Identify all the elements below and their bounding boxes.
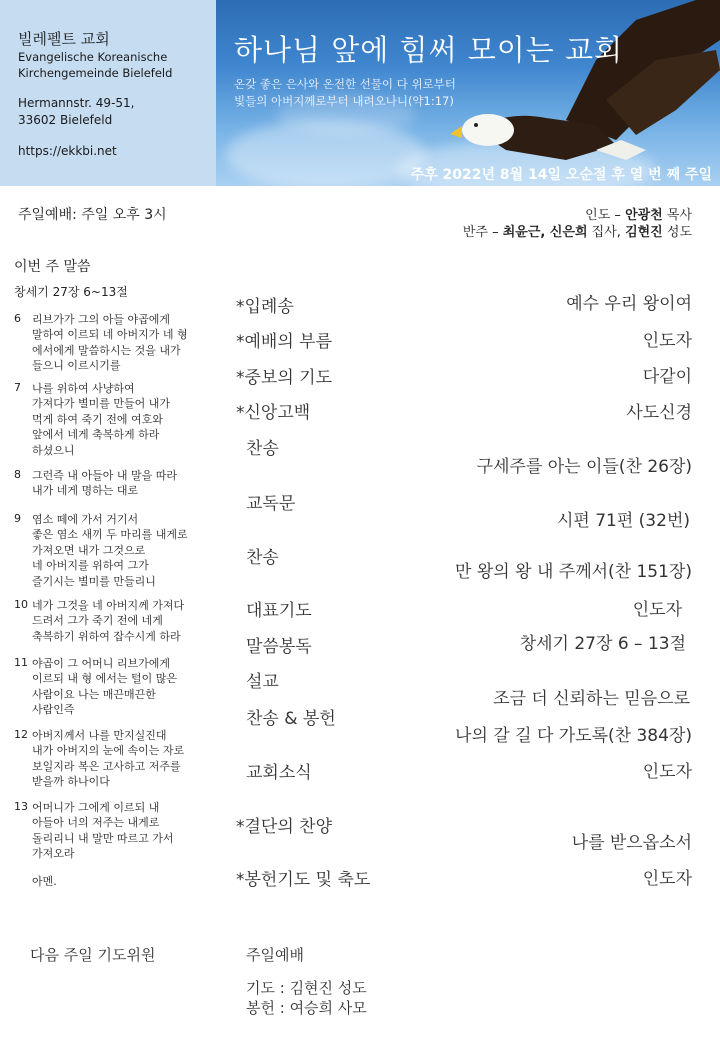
header-banner (216, 0, 720, 186)
order-value: 인도자 (642, 762, 692, 782)
verse-line: 그런즉 내 아들아 내 말을 따라 (32, 469, 177, 482)
next-week-label: 다음 주일 기도위원 (30, 946, 156, 964)
leader-label: 인도 – (585, 208, 626, 223)
order-item: 설교 (246, 672, 279, 692)
verse-line: 앞에서 네게 축복하게 하라 (32, 428, 160, 442)
verse-line: 돌리리니 내 말만 따르고 가서 (32, 831, 174, 845)
verse-line: 들으니 이르시기를 (32, 359, 121, 373)
verse-line: 보일지라 복은 고사하고 저주를 (32, 759, 181, 773)
footer-offering: 봉헌 : 여승희 사모 (246, 999, 367, 1017)
verse-line: 하셨으니 (32, 443, 75, 457)
order-value: 시편 71편 (32번) (556, 511, 690, 531)
website-link[interactable]: https://ekkbi.net (18, 144, 117, 158)
order-value: 인도자 (632, 600, 682, 620)
order-value: 다같이 (642, 367, 692, 387)
verse-line: 내가 네게 명하는 대로 (32, 484, 139, 498)
header-verse-line2: 빛들의 아버지께로부터 내려오나니(약1:17) (234, 94, 454, 108)
order-item: *결단의 찬양 (236, 817, 333, 837)
scripture-reference: 창세기 27장 6~13절 (14, 285, 128, 299)
verse-line: 사람이요 나는 매끈매끈한 (32, 687, 156, 701)
accompanist-line (463, 221, 692, 240)
footer-prayer: 기도 : 김현진 성도 (246, 979, 367, 997)
verse-line: 축복하기 위하여 잡수시게 하라 (32, 629, 181, 643)
german-name-line1: Evangelische Koreanische (18, 50, 168, 64)
verse-line: 아들아 너의 저주는 내게로 (32, 816, 160, 830)
verse-line: 에서에게 말씀하시는 것을 내가 (32, 343, 181, 357)
leader-title: 목사 (662, 208, 692, 223)
verse-line: 즐기시는 별미를 만들리니 (32, 574, 156, 588)
accompanist-names: 최윤근, 신은희 (502, 225, 588, 240)
verse-line: 리브가가 그의 아들 야곱에게 (32, 313, 171, 326)
order-value: 구세주를 아는 이들(찬 26장) (476, 457, 692, 477)
verse-line: 아버지께서 나를 만지실진대 (32, 729, 167, 742)
address-line2: 33602 Bielefeld (18, 113, 113, 127)
order-item: *입례송 (236, 297, 294, 317)
verse-line: 먹게 하여 죽기 전에 여호와 (32, 412, 163, 426)
order-value: 나의 갈 길 다 가도록(찬 384장) (455, 726, 692, 746)
verse-line: 네가 그것을 네 아버지께 가져다 (32, 599, 185, 612)
verse-number: 13 (14, 800, 28, 813)
verse-number: 9 (14, 512, 21, 525)
amen-text: 아멘. (32, 875, 57, 888)
leader-name: 안광천 (625, 208, 663, 223)
verse-line: 이르되 내 형 에서는 털이 많은 (32, 672, 177, 686)
order-value: 만 왕의 왕 내 주께서(찬 151장) (455, 562, 692, 582)
order-item: 찬송 (246, 439, 279, 459)
verse-line: 네 아버지를 위하여 그가 (32, 559, 149, 573)
verse-line: 말하여 이르되 네 아버지가 네 형 (32, 328, 188, 342)
verse-number: 12 (14, 728, 28, 741)
service-time: 주일예배: 주일 오후 3시 (18, 207, 167, 223)
verse-number: 6 (14, 312, 21, 325)
header-info-panel (0, 0, 216, 186)
order-item: 찬송 & 봉헌 (246, 709, 336, 729)
verse-line: 드려서 그가 죽기 전에 네게 (32, 614, 163, 628)
order-value: 인도자 (642, 869, 692, 889)
order-value: 예수 우리 왕이여 (566, 294, 692, 314)
accompanist-title2: 성도 (662, 225, 692, 240)
verse-line: 가져오면 내가 그것으로 (32, 543, 146, 557)
order-item: 말씀봉독 (246, 637, 312, 657)
verse-number: 8 (14, 468, 21, 481)
verse-line: 염소 떼에 가서 거기서 (32, 513, 139, 526)
verse-line: 좋은 염소 새끼 두 마리를 내게로 (32, 528, 188, 542)
footer-service-label: 주일예배 (246, 946, 304, 964)
church-name: 빌레펠트 교회 (18, 30, 110, 48)
scripture-heading: 이번 주 말씀 (14, 259, 91, 275)
accompanist-title: 집사, (587, 225, 626, 240)
order-value: 조금 더 신뢰하는 믿음으로 (493, 689, 690, 709)
accompanist-name2: 김현진 (625, 225, 663, 240)
verse-line: 받을까 하나이다 (32, 775, 110, 789)
order-item: *봉헌기도 및 축도 (236, 870, 371, 890)
verse-number: 10 (14, 598, 28, 611)
order-item: 대표기도 (246, 601, 312, 621)
order-value: 사도신경 (626, 403, 692, 423)
verse-line: 야곱이 그 어머니 리브가에게 (32, 657, 171, 670)
order-item: *중보의 기도 (236, 368, 333, 388)
order-item: 교독문 (246, 494, 296, 514)
service-date: 주후 2022년 8월 14일 오순절 후 열 번 째 주일 (410, 167, 712, 183)
order-value: 창세기 27장 6 – 13절 (519, 634, 686, 654)
address-line1: Hermannstr. 49-51, (18, 96, 135, 110)
order-item: 교회소식 (246, 763, 312, 783)
verse-number: 11 (14, 656, 28, 669)
header-verse-line1: 온갖 좋은 은사와 온전한 선물이 다 위로부터 (234, 77, 456, 91)
verse-number: 7 (14, 381, 21, 394)
order-item: *신앙고백 (236, 403, 311, 423)
verse-line: 사람인즉 (32, 703, 75, 717)
order-value: 인도자 (642, 331, 692, 351)
order-item: 찬송 (246, 548, 279, 568)
header-title: 하나님 앞에 힘써 모이는 교회 (234, 33, 624, 67)
order-value: 나를 받으옵소서 (571, 833, 692, 853)
verse-line: 어머니가 그에게 이르되 내 (32, 801, 160, 814)
german-name-line2: Kirchengemeinde Bielefeld (18, 66, 173, 80)
accompanist-label: 반주 – (462, 225, 503, 240)
order-item: *예배의 부름 (236, 332, 333, 352)
verse-line: 내가 아버지의 눈에 속이는 자로 (32, 744, 185, 758)
verse-line: 나를 위하여 사냥하여 (32, 382, 135, 395)
verse-line: 가져오라 (32, 847, 75, 861)
verse-line: 가져다가 별미를 만들어 내가 (32, 397, 171, 411)
